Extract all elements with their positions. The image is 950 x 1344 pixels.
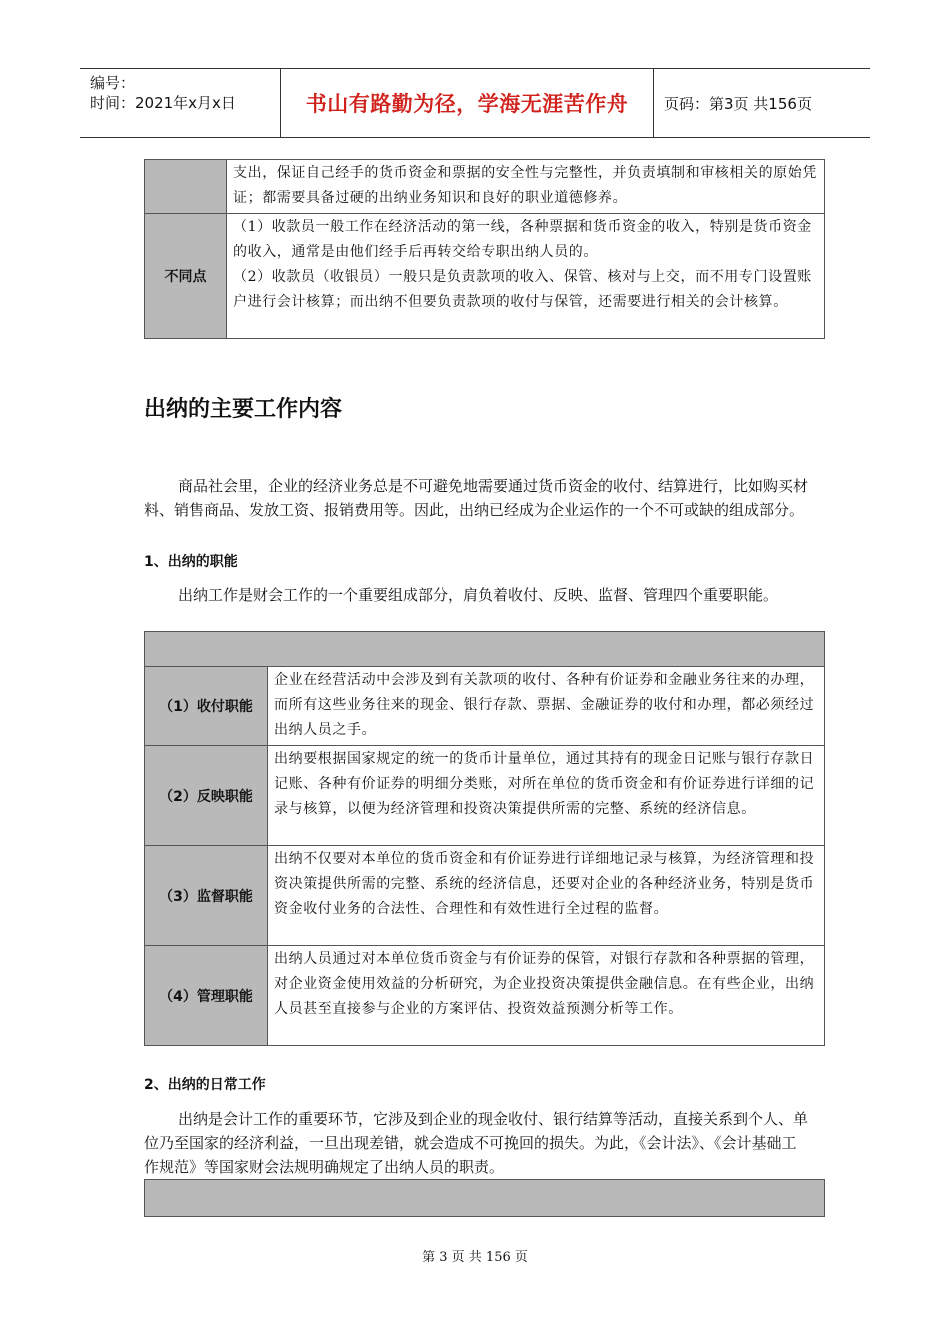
function-label: （1）收付职能	[145, 667, 268, 746]
comparison-table	[144, 159, 825, 339]
header-page-info: 页码：第3页 共156页	[664, 94, 812, 113]
function-label: （3）监督职能	[145, 846, 268, 946]
functions-paragraph: 出纳工作是财会工作的一个重要组成部分，肩负着收付、反映、监督、管理四个重要职能。	[178, 586, 779, 604]
section-title: 出纳的主要工作内容	[144, 397, 343, 422]
table-header-row	[145, 1180, 825, 1217]
table-cell	[227, 214, 825, 339]
page-footer: 第 3 页 共 156 页	[422, 1250, 528, 1265]
function-description: 出纳不仅要对本单位的货币资金和有价证券进行详细地记录与核算，为经济管理和投资决策提供所需的完整、系统的经济信息，还要对企业的各种经济业务，特别是货币资金收付业务的合法性、合理性和有效性进行全过程的监督。	[268, 846, 825, 946]
function-label: （4）管理职能	[145, 946, 268, 1046]
functions-table	[144, 631, 825, 1046]
header-meta	[90, 73, 280, 113]
header-motto: 书山有路勤为径，学海无涯苦作舟	[280, 69, 654, 137]
document-number: 编号：	[90, 74, 136, 92]
function-description: 企业在经营活动中会涉及到有关款项的收付、各种有价证券和金融业务往来的办理，而所有这些业务往来的现金、银行存款、票据、金融证券的收付和办理，都必须经过出纳人员之手。	[268, 667, 825, 746]
table-label-differences: 不同点	[145, 214, 227, 339]
duties-table	[144, 1179, 825, 1217]
difference-point-1: （1）收款员一般工作在经济活动的第一线，各种票据和货币资金的收入，特别是货币资金的收入，通常是由他们经手后再转交给专职出纳人员的。	[233, 219, 812, 260]
difference-point-2: （2）收款员（收银员）一般只是负责款项的收入、保管、核对与上交，而不用专门设置账户进行会计核算；而出纳不但要负责款项的收付与保管，还需要进行相关的会计核算。	[233, 269, 812, 310]
subsection-title-functions: 1、出纳的职能	[144, 554, 238, 570]
daily-work-paragraph: 出纳是会计工作的重要环节，它涉及到企业的现金收付、银行结算等活动，直接关系到个人、单位乃至国家的经济利益，一旦出现差错，就会造成不可挽回的损失。为此，《会计法》、《会计基础工作规范》等国家财会法规明确规定了出纳人员的职责。	[144, 1110, 809, 1176]
table-label-cell	[145, 160, 227, 214]
function-description: 出纳人员通过对本单位货币资金与有价证券的保管，对银行存款和各种票据的管理，对企业资金使用效益的分析研究，为企业投资决策提供金融信息。在有些企业，出纳人员甚至直接参与企业的方案评估、投资效益预测分析等工作。	[268, 946, 825, 1046]
page-header	[80, 68, 870, 138]
intro-paragraph: 商品社会里，企业的经济业务总是不可避免地需要通过货币资金的收付、结算进行，比如购买材料、销售商品、发放工资、报销费用等。因此，出纳已经成为企业运作的一个不可或缺的组成部分。	[144, 477, 809, 519]
function-label: （2）反映职能	[145, 746, 268, 846]
subsection-title-daily-work: 2、出纳的日常工作	[144, 1077, 266, 1093]
table-header-row	[145, 632, 825, 667]
table-cell: 支出，保证自己经手的货币资金和票据的安全性与完整性，并负责填制和审核相关的原始凭证；都需要具备过硬的出纳业务知识和良好的职业道德修养。	[227, 160, 825, 214]
function-description: 出纳要根据国家规定的统一的货币计量单位，通过其持有的现金日记账与银行存款日记账、各种有价证券的明细分类账，对所在单位的货币资金和有价证券进行详细的记录与核算，以便为经济管理和投资决策提供所需的完整、系统的经济信息。	[268, 746, 825, 846]
document-date: 时间：2021年x月x日	[90, 94, 236, 112]
